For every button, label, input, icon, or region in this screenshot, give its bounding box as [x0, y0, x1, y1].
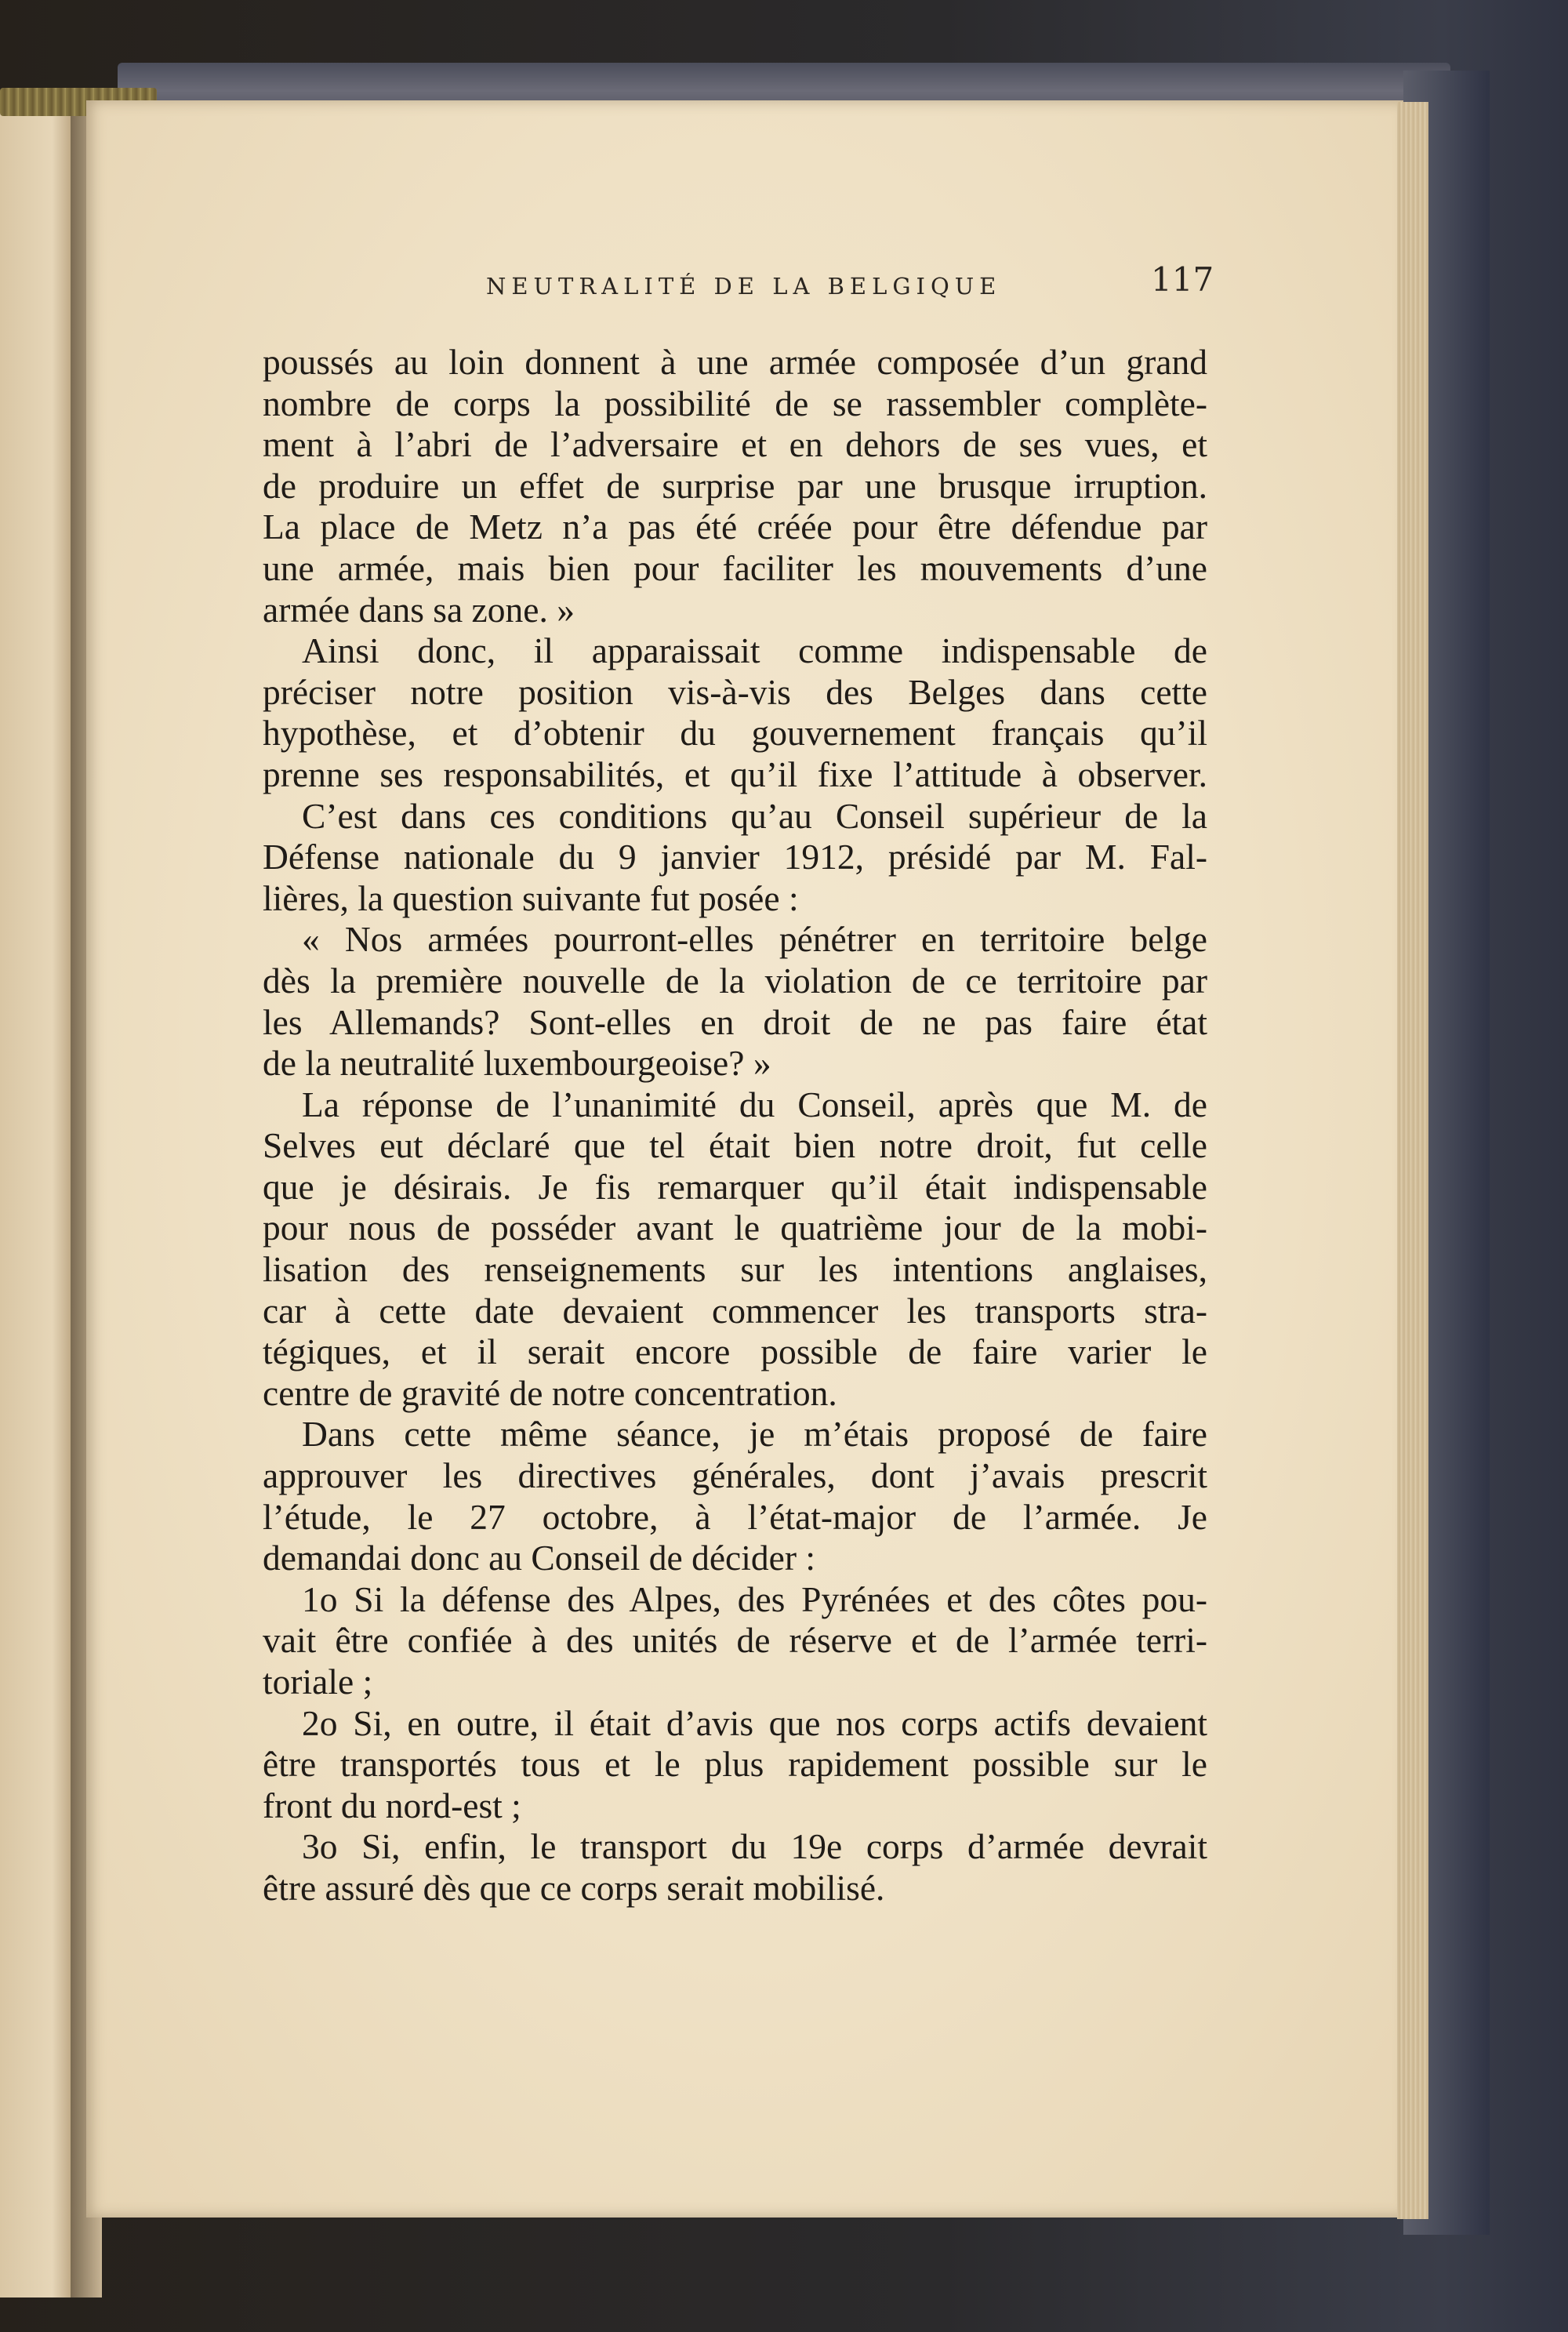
text-line: l’étude, le 27 octobre, à l’état-major de l’armée. Je — [263, 1496, 1207, 1537]
text-line: armée dans sa zone. » — [263, 589, 575, 630]
text-line: 1o Si la défense des Alpes, des Pyrénées et des côtes pou- — [302, 1578, 1207, 1619]
text-line: hypothèse, et d’obtenir du gouvernement français qu’il — [263, 713, 1207, 754]
text-line: préciser notre position vis-à-vis des Belges dans cette — [263, 671, 1207, 712]
text-line: front du nord-est ; — [263, 1785, 521, 1825]
text-line: La réponse de l’unanimité du Conseil, après que M. de — [302, 1084, 1207, 1124]
text-line: « Nos armées pourront-elles pénétrer en territoire belge — [302, 919, 1207, 960]
text-line: prenne ses responsabilités, et qu’il fixe l’attitude à observer. — [263, 754, 1207, 794]
text-line: 3o Si, enfin, le transport du 19e corps d’armée devrait — [302, 1826, 1207, 1867]
body-text — [263, 342, 1207, 1909]
text-line: approuver les directives générales, dont j’avais prescrit — [263, 1455, 1207, 1496]
text-line: demandai donc au Conseil de décider : — [263, 1538, 816, 1578]
text-line: vait être confiée à des unités de réserve et de l’armée terri- — [263, 1620, 1207, 1661]
text-line: lières, la question suivante fut posée : — [263, 877, 799, 918]
text-line: ment à l’abri de l’adversaire et en dehors de ses vues, et — [263, 424, 1207, 465]
text-line: les Allemands? Sont-elles en droit de ne pas faire état — [263, 1001, 1207, 1042]
text-line: Dans cette même séance, je m’étais proposé de faire — [302, 1414, 1207, 1455]
text-line: car à cette date devaient commencer les transports stra- — [263, 1290, 1207, 1331]
text-line: 2o Si, en outre, il était d’avis que nos corps actifs devaient — [302, 1702, 1207, 1743]
text-line: être transportés tous et le plus rapidement possible sur le — [263, 1744, 1207, 1785]
text-line: centre de gravité de notre concentration. — [263, 1372, 837, 1413]
text-line: poussés au loin donnent à une armée composée d’un grand — [263, 342, 1207, 382]
text-line: Ainsi donc, il apparaissait comme indispensable de — [302, 630, 1207, 671]
page-block-edges — [1397, 102, 1428, 2219]
text-line: lisation des renseignements sur les intentions anglaises, — [263, 1249, 1207, 1290]
running-title: NEUTRALITÉ DE LA BELGIQUE — [486, 273, 1002, 300]
text-line: La place de Metz n’a pas été créée pour être défendue par — [263, 507, 1207, 547]
text-line: C’est dans ces conditions qu’au Conseil supérieur de la — [302, 795, 1207, 836]
text-line: de produire un effet de surprise par une brusque irruption. — [263, 465, 1207, 506]
text-line: que je désirais. Je fis remarquer qu’il était indispensable — [263, 1166, 1207, 1207]
text-line: tégiques, et il serait encore possible de faire varier le — [263, 1331, 1207, 1372]
text-line: toriale ; — [263, 1662, 373, 1702]
text-line: pour nous de posséder avant le quatrième jour de la mobi- — [263, 1208, 1207, 1248]
text-line: Selves eut déclaré que tel était bien notre droit, fut celle — [263, 1125, 1207, 1166]
text-line: être assuré dès que ce corps serait mobilisé. — [263, 1867, 885, 1908]
text-line: nombre de corps la possibilité de se rassembler complète- — [263, 383, 1207, 423]
left-facing-page — [0, 110, 74, 2297]
text-line: de la neutralité luxembourgeoise? » — [263, 1043, 771, 1084]
text-line: Défense nationale du 9 janvier 1912, présidé par M. Fal- — [263, 837, 1207, 877]
text-line: une armée, mais bien pour faciliter les mouvements d’une — [263, 547, 1207, 588]
text-line: dès la première nouvelle de la violation de ce territoire par — [263, 960, 1207, 1001]
page-number: 117 — [1151, 260, 1214, 299]
